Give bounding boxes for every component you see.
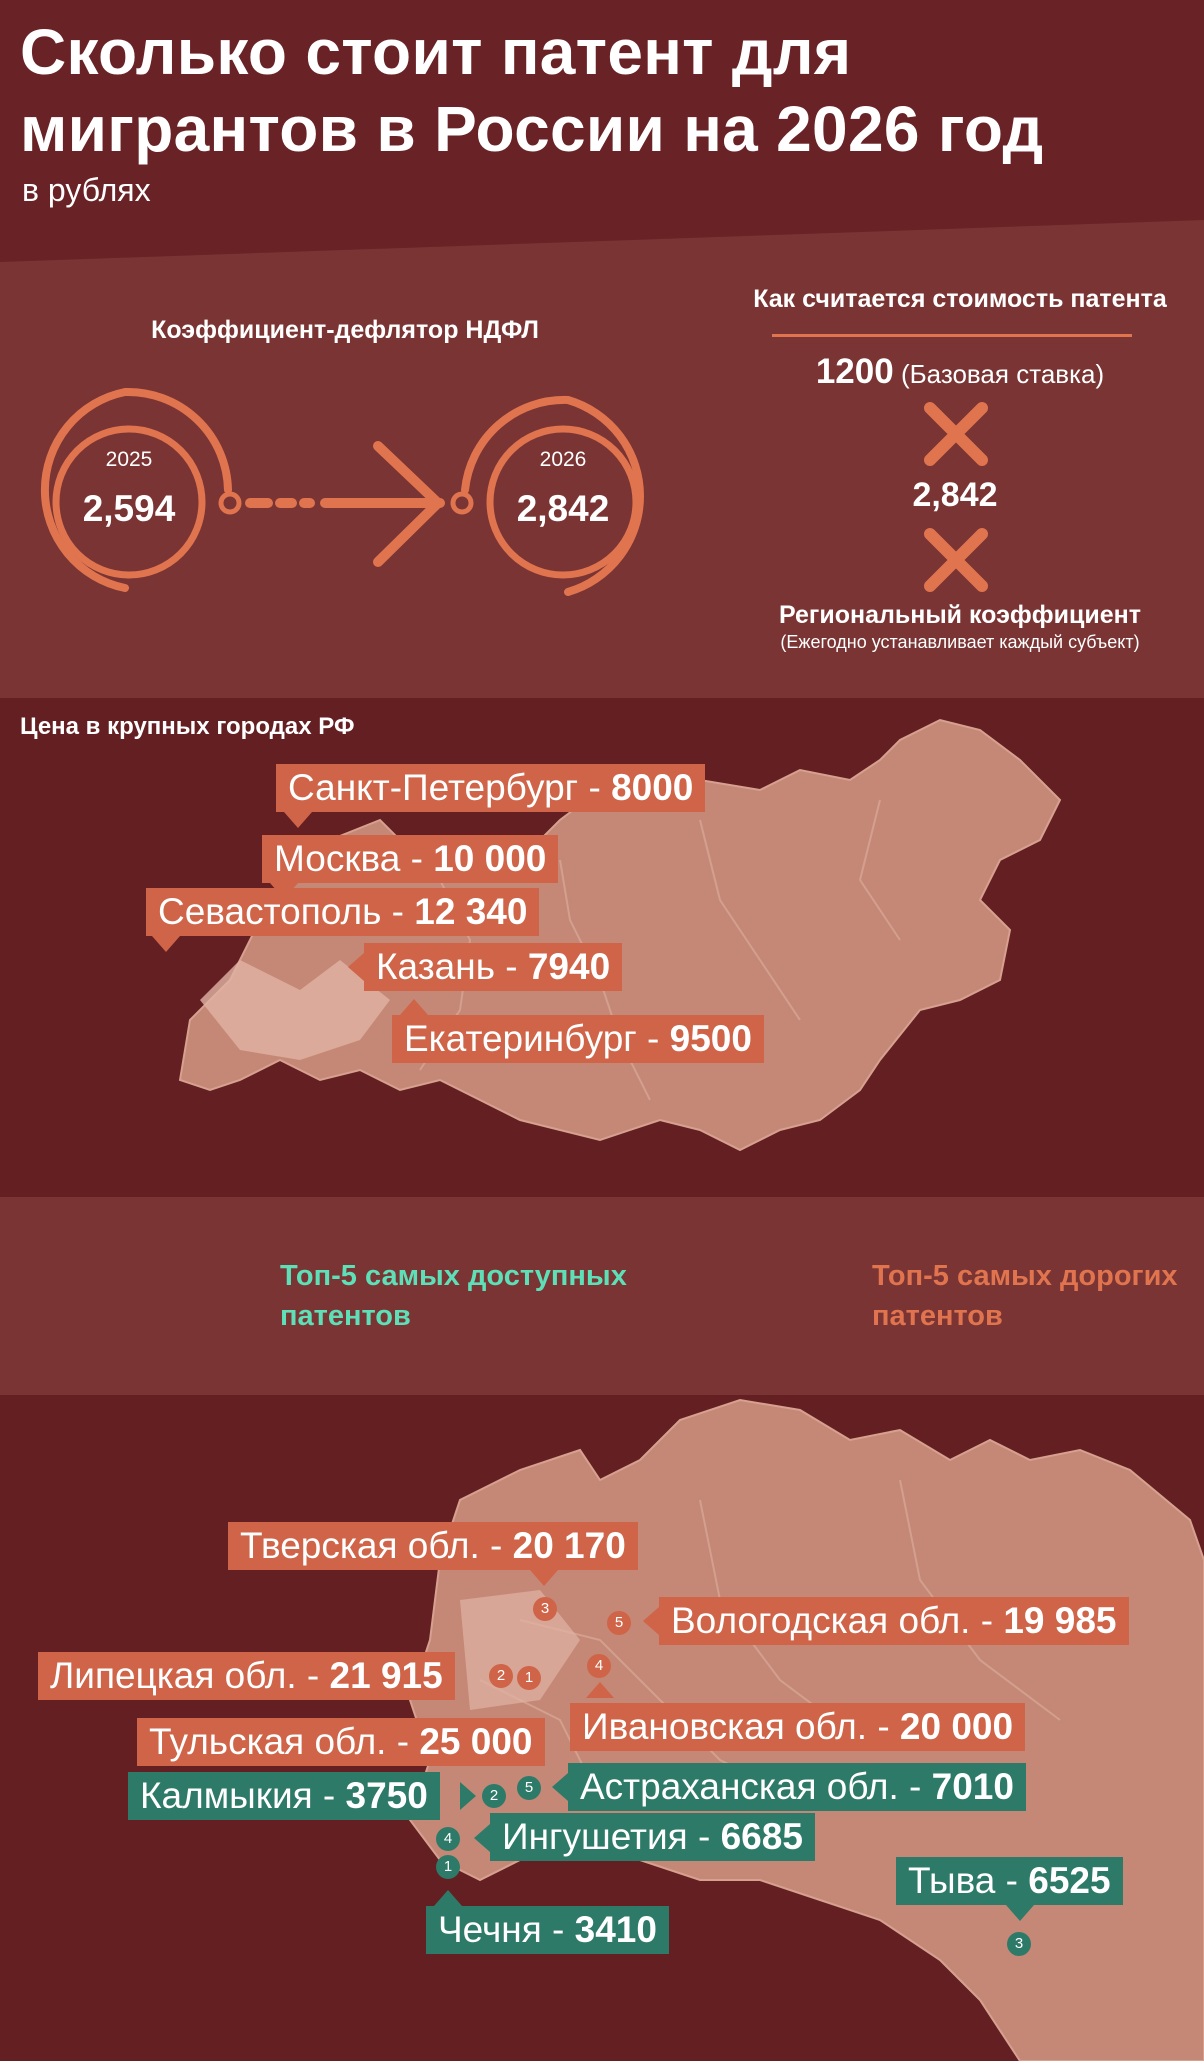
cheap-title: Топ-5 самых доступных патентов: [280, 1260, 627, 1332]
year-2026: 2026: [539, 448, 587, 471]
rank-badge: 1: [436, 1855, 460, 1879]
page-subtitle: в рублях: [22, 172, 151, 208]
city-label: Казань - 7940: [364, 943, 622, 991]
page-title: Сколько стоит патент для мигрантов в России на 2026 год: [20, 16, 1044, 165]
region-label: Вологодская обл. - 19 985: [659, 1597, 1129, 1645]
pointer: [643, 1607, 659, 1635]
region-label: Астраханская обл. - 7010: [568, 1763, 1026, 1811]
rank-badge: 5: [517, 1776, 541, 1800]
pointer: [348, 953, 364, 981]
rank-badge: 2: [489, 1664, 513, 1688]
ndfl-title: Коэффициент-дефлятор НДФЛ: [151, 316, 539, 344]
deflator-value: 2,842: [912, 476, 998, 514]
pointer: [284, 812, 312, 828]
rank-badge: 5: [607, 1611, 631, 1635]
deflator-2025: 2,594: [82, 488, 176, 529]
pointer: [474, 1824, 490, 1852]
rank-badge: 4: [587, 1654, 611, 1678]
rank-badge: 4: [436, 1827, 460, 1851]
base-rate-label: (Базовая ставка): [900, 359, 1105, 389]
region-label: Чечня - 3410: [426, 1906, 669, 1954]
pointer: [552, 1773, 568, 1801]
rank-badge: 2: [482, 1784, 506, 1808]
pointer: [530, 1570, 558, 1586]
city-label: Екатеринбург - 9500: [392, 1015, 764, 1063]
city-label: Москва - 10 000: [262, 835, 558, 883]
base-rate-value: 1200: [815, 352, 894, 391]
year-2025: 2025: [105, 448, 153, 471]
region-label: Липецкая обл. - 21 915: [38, 1652, 455, 1700]
divider: [772, 334, 1132, 337]
regional-note: (Ежегодно устанавливает каждый субъект): [780, 632, 1140, 652]
region-label: Тыва - 6525: [896, 1857, 1123, 1905]
pointer: [152, 936, 180, 952]
pointer: [1006, 1905, 1034, 1921]
pointer: [400, 999, 428, 1015]
rank-badge: 3: [533, 1597, 557, 1621]
city-label: Севастополь - 12 340: [146, 888, 539, 936]
pointer: [460, 1782, 476, 1810]
regional-title: Региональный коэффициент: [778, 601, 1142, 629]
region-label: Тульская обл. - 25 000: [137, 1718, 545, 1766]
region-label: Тверская обл. - 20 170: [228, 1522, 638, 1570]
calc-title: Как считается стоимость патента: [753, 285, 1167, 313]
rank-badge: 3: [1007, 1932, 1031, 1956]
expensive-title: Топ-5 самых дорогих патентов: [872, 1260, 1178, 1332]
pointer: [434, 1890, 462, 1906]
region-label: Ингушетия - 6685: [490, 1813, 815, 1861]
city-label: Санкт-Петербург - 8000: [276, 764, 705, 812]
region-label: Калмыкия - 3750: [128, 1772, 440, 1820]
base-rate: [720, 352, 1200, 392]
deflator-2026: 2,842: [516, 488, 610, 529]
cities-title: Цена в крупных городах РФ: [20, 713, 355, 740]
region-label: Ивановская обл. - 20 000: [570, 1703, 1025, 1751]
pointer: [586, 1682, 614, 1698]
rank-badge: 1: [517, 1666, 541, 1690]
